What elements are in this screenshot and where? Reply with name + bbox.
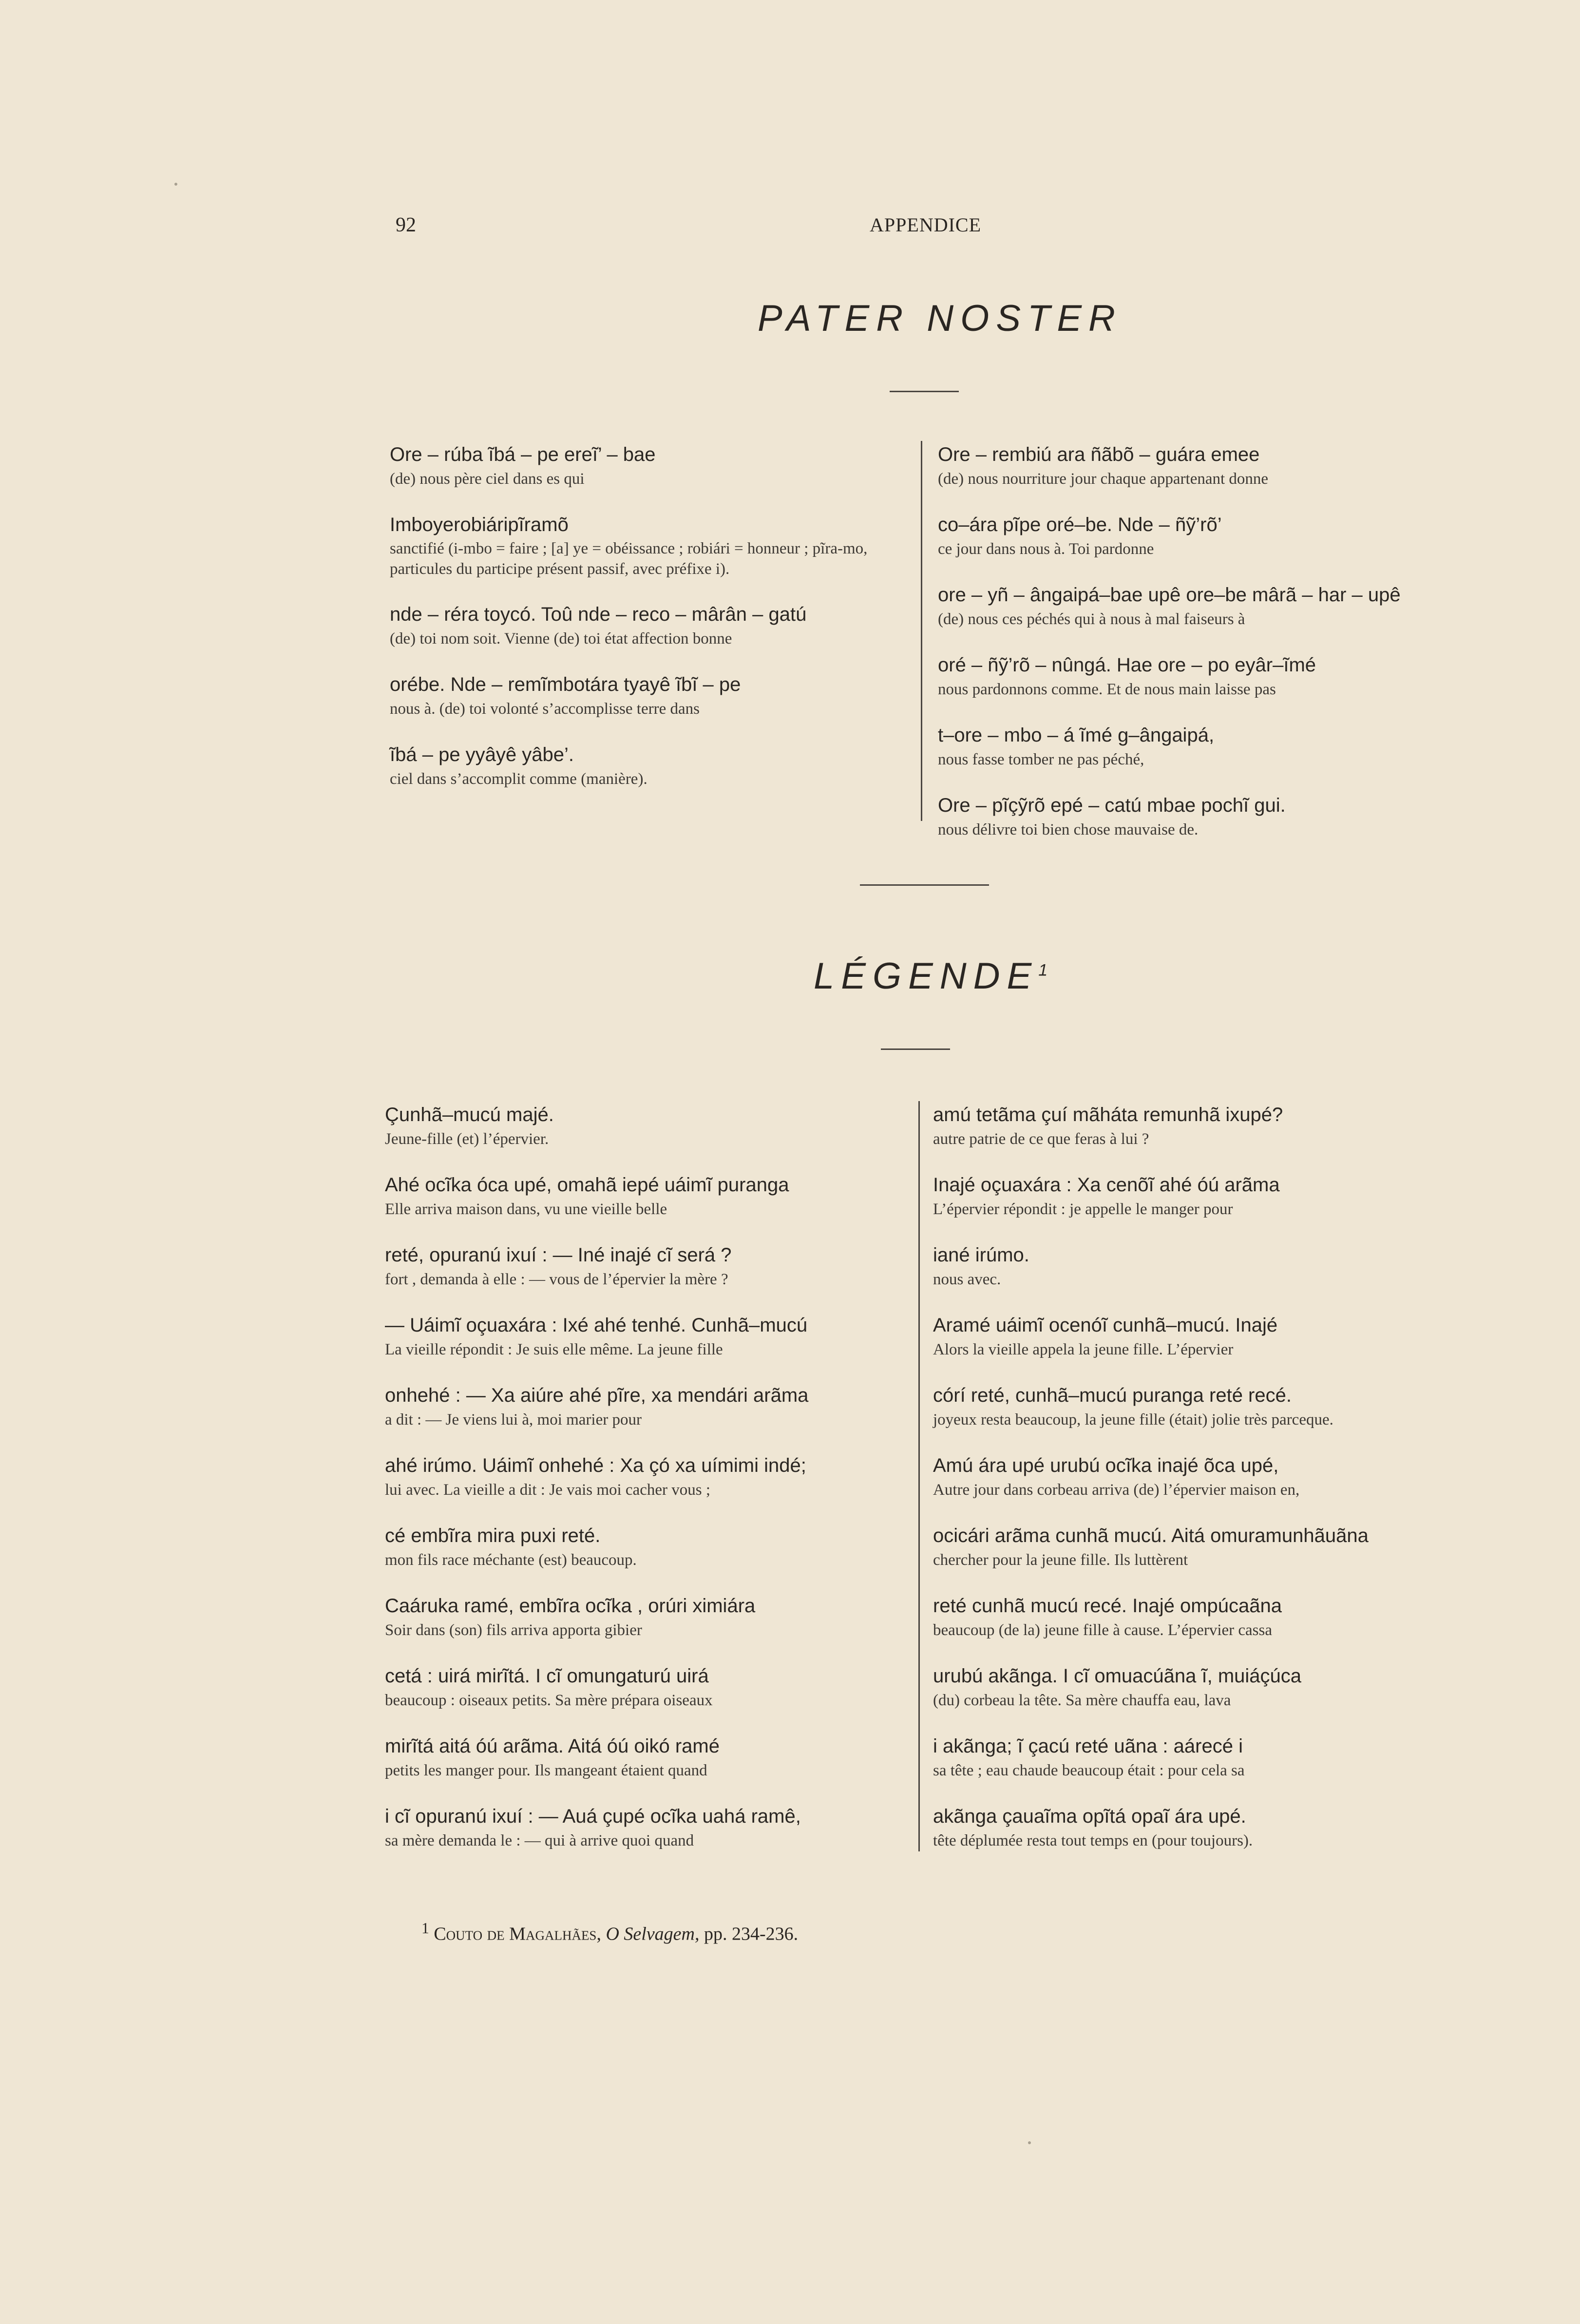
native-line: i cĩ opuranú ixuí : — Auá çupé ocĩka uahá ramê, [385, 1806, 801, 1827]
interlinear-block [385, 1101, 911, 1150]
interlinear-block [933, 1101, 1435, 1150]
section-separator-rule [860, 884, 989, 886]
native-line: urubú akãnga. I cĩ omuacúãna ĩ, muiáçúca [933, 1665, 1302, 1687]
footnote-author: Couto de Magalhães, [434, 1924, 601, 1944]
native-line: ore – yñ – ângaipá–bae upê ore–be mârã – har – upê [938, 584, 1401, 606]
native-line: Inajé oçuaxára : Xa cenõĩ ahé óú arãma [933, 1174, 1280, 1196]
interlinear-block [938, 511, 1430, 560]
pater-noster-title: PATER NOSTER [758, 298, 1122, 339]
native-line: Amú ára upé urubú ocĩka inajé õca upé, [933, 1455, 1279, 1476]
gloss-line: tête déplumée resta tout temps en (pour toujours). [933, 1832, 1253, 1849]
gloss-line: lui avec. La vieille a dit : Je vais moi cacher vous ; [385, 1481, 711, 1499]
gloss-line: Autre jour dans corbeau arriva (de) l’épervier maison en, [933, 1481, 1300, 1499]
interlinear-block [933, 1803, 1435, 1851]
footnote-pages: pp. 234-236. [704, 1924, 799, 1944]
gloss-line: (de) toi nom soit. Vienne (de) toi état affection bonne [390, 630, 732, 648]
interlinear-block [933, 1171, 1435, 1220]
running-head: APPENDICE [870, 214, 982, 236]
interlinear-block [933, 1241, 1435, 1290]
native-line: t–ore – mbo – á ĩmé g–ângaipá, [938, 724, 1215, 746]
interlinear-block [938, 651, 1430, 700]
gloss-line: beaucoup : oiseaux petits. Sa mère prépara oiseaux [385, 1692, 713, 1709]
gloss-line: nous pardonnons comme. Et de nous main laisse pas [938, 681, 1276, 698]
interlinear-block [390, 671, 916, 720]
gloss-line: Alors la vieille appela la jeune fille. L’épervier [933, 1341, 1234, 1358]
gloss-line: sa tête ; eau chaude beaucoup était : pour cela sa [933, 1762, 1245, 1779]
gloss-line: ciel dans s’accomplit comme (manière). [390, 770, 647, 788]
native-line: Çunhã–mucú majé. [385, 1104, 554, 1125]
native-line: nde – réra toycó. Toû nde – reco – mârân – gatú [390, 604, 807, 625]
native-line: co–ára pĩpe oré–be. Nde – ñỹ’rõ’ [938, 514, 1222, 535]
native-line: Caáruka ramé, embĩra ocĩka , orúri ximiára [385, 1595, 756, 1617]
interlinear-block [933, 1733, 1435, 1781]
gloss-line: nous délivre toi bien chose mauvaise de. [938, 821, 1199, 838]
gloss-line: mon fils race méchante (est) beaucoup. [385, 1551, 637, 1569]
footnote [421, 1920, 798, 1945]
interlinear-block [933, 1662, 1435, 1711]
legende-left-column [385, 1101, 911, 1873]
interlinear-block [390, 741, 916, 790]
gloss-line: (de) nous ces péchés qui à nous à mal faiseurs à [938, 610, 1245, 628]
interlinear-block [938, 722, 1430, 770]
note-text: sanctifié (i-mbo = faire ; [a] ye = obéissance ; robiári = honneur ; pĩra-mo, particules du participe présent passif, avec préfixe i). [390, 540, 868, 578]
interlinear-block [385, 1522, 911, 1571]
interlinear-block [933, 1312, 1435, 1360]
native-line: reté cunhã mucú recé. Inajé ompúcaãna [933, 1595, 1282, 1617]
footnote-work: O Selvagem, [606, 1924, 700, 1944]
interlinear-block [390, 601, 916, 649]
native-line: i akãnga; ĩ çacú reté uãna : aárecé i [933, 1735, 1243, 1757]
gloss-line: La vieille répondit : Je suis elle même. La jeune fille [385, 1341, 723, 1358]
interlinear-block [385, 1733, 911, 1781]
paper-speck [174, 183, 177, 186]
legende-title [814, 955, 1047, 997]
interlinear-block [933, 1452, 1435, 1501]
gloss-line: nous à. (de) toi volonté s’accomplisse terre dans [390, 700, 700, 718]
native-line: Ahé ocĩka óca upé, omahã iepé uáimĩ puranga [385, 1174, 789, 1196]
gloss-line: joyeux resta beaucoup, la jeune fille (était) jolie très parceque. [933, 1411, 1333, 1429]
gloss-line: beaucoup (de la) jeune fille à cause. L’épervier cassa [933, 1621, 1272, 1639]
gloss-line: (du) corbeau la tête. Sa mère chauffa eau, lava [933, 1692, 1231, 1709]
native-line: iané irúmo. [933, 1244, 1029, 1266]
interlinear-block [938, 441, 1430, 490]
interlinear-block [933, 1522, 1435, 1571]
page-number: 92 [396, 214, 416, 236]
interlinear-block [385, 1452, 911, 1501]
interlinear-block [385, 1592, 911, 1641]
interlinear-block [385, 1312, 911, 1360]
gloss-line: ce jour dans nous à. Toi pardonne [938, 540, 1154, 558]
native-line: cetá : uirá mirĩtá. I cĩ omungaturú uirá [385, 1665, 709, 1687]
native-line: Aramé uáimĩ ocenóĩ cunhã–mucú. Inajé [933, 1314, 1278, 1336]
pater-right-column [938, 441, 1430, 862]
native-line: Imboyerobiáripĩramõ [390, 514, 569, 535]
column-divider [918, 1101, 920, 1851]
native-line: Ore – pĩçỹrõ epé – catú mbae pochĩ gui. [938, 795, 1286, 816]
gloss-line: nous avec. [933, 1271, 1001, 1288]
pater-left-column [390, 441, 916, 811]
gloss-line: autre patrie de ce que feras à lui ? [933, 1130, 1149, 1148]
gloss-line: (de) nous père ciel dans es qui [390, 470, 585, 488]
gloss-line: L’épervier répondit : je appelle le manger pour [933, 1200, 1233, 1218]
interlinear-block [385, 1662, 911, 1711]
gloss-line: petits les manger pour. Ils mangeant étaient quand [385, 1762, 707, 1779]
interlinear-block [385, 1241, 911, 1290]
legende-footnote-marker: 1 [1038, 961, 1048, 980]
gloss-line: Elle arriva maison dans, vu une vieille belle [385, 1200, 667, 1218]
legende-title-text: LÉGENDE [814, 955, 1039, 997]
gloss-line: fort , demanda à elle : — vous de l’épervier la mère ? [385, 1271, 728, 1288]
native-line: ĩbá – pe yyâyê yâbe’. [390, 744, 574, 765]
native-line: ahé irúmo. Uáimĩ onhehé : Xa çó xa uímimi indé; [385, 1455, 806, 1476]
gloss-line: sa mère demanda le : — qui à arrive quoi quand [385, 1832, 694, 1849]
interlinear-block [933, 1382, 1435, 1430]
native-line: orébe. Nde – remĩmbotára tyayê ĩbĩ – pe [390, 674, 741, 695]
native-line: Ore – rembiú ara ñãbõ – guára emee [938, 444, 1260, 465]
title-rule [890, 391, 959, 392]
native-line: akãnga çauaĩma opĩtá opaĩ ára upé. [933, 1806, 1246, 1827]
interlinear-block [933, 1592, 1435, 1641]
interlinear-block [385, 1803, 911, 1851]
footnote-marker: 1 [421, 1920, 429, 1937]
gloss-line: (de) nous nourriture jour chaque appartenant donne [938, 470, 1269, 488]
native-line: — Uáimĩ oçuaxára : Ixé ahé tenhé. Cunhã–mucú [385, 1314, 808, 1336]
interlinear-block [938, 581, 1430, 630]
title-rule [881, 1048, 950, 1050]
paper-speck [1028, 2141, 1031, 2144]
column-divider [921, 441, 922, 821]
interlinear-block [390, 511, 916, 579]
native-line: oré – ñỹ’rõ – nûngá. Hae ore – po eyâr–ĩmé [938, 654, 1316, 676]
legende-right-column [933, 1101, 1435, 1873]
gloss-line: nous fasse tomber ne pas péché, [938, 751, 1144, 768]
native-line: mirĩtá aitá óú arãma. Aitá óú oikó ramé [385, 1735, 720, 1757]
native-line: reté, opuranú ixuí : — Iné inajé cĩ será ? [385, 1244, 732, 1266]
interlinear-block [385, 1382, 911, 1430]
native-line: onhehé : — Xa aiúre ahé pĩre, xa mendári arãma [385, 1385, 809, 1406]
native-line: cé embĩra mira puxi reté. [385, 1525, 601, 1546]
native-line: ocicári arãma cunhã mucú. Aitá omuramunhãuãna [933, 1525, 1369, 1546]
gloss-line: a dit : — Je viens lui à, moi marier pour [385, 1411, 642, 1429]
native-line: amú tetãma çuí mãháta remunhã ixupé? [933, 1104, 1283, 1125]
gloss-line: Jeune-fille (et) l’épervier. [385, 1130, 549, 1148]
interlinear-block [938, 792, 1430, 840]
gloss-line: chercher pour la jeune fille. Ils luttèrent [933, 1551, 1188, 1569]
native-line: Ore – rúba ĩbá – pe ereĩ’ – bae [390, 444, 656, 465]
interlinear-block [385, 1171, 911, 1220]
gloss-line: Soir dans (son) fils arriva apporta gibier [385, 1621, 642, 1639]
native-line: córí reté, cunhã–mucú puranga reté recé. [933, 1385, 1292, 1406]
interlinear-block [390, 441, 916, 490]
